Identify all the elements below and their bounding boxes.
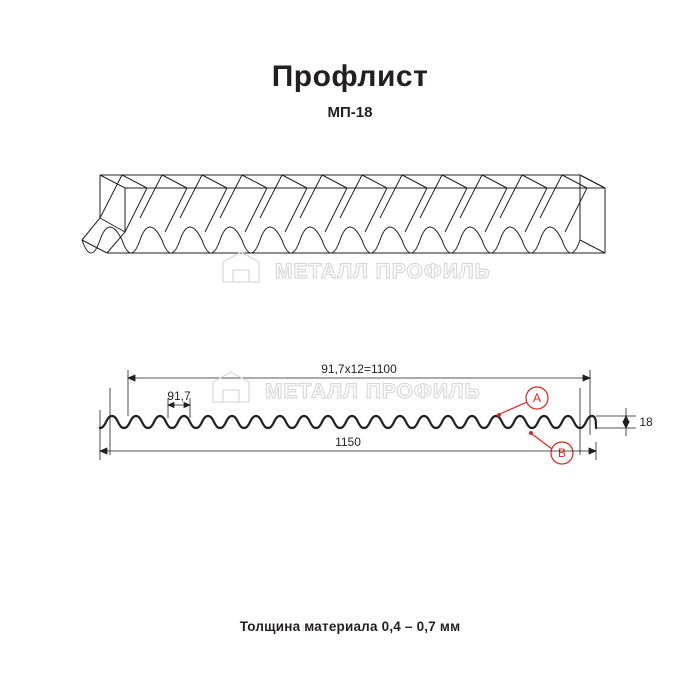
profile-section-line — [100, 416, 596, 428]
dim-pitch: 91,7 — [167, 389, 191, 403]
callout-a-label: A — [532, 391, 542, 405]
section-view — [80, 350, 660, 490]
callout-b-label: B — [557, 446, 567, 460]
product-code: МП-18 — [327, 104, 373, 121]
isometric-view — [60, 140, 650, 290]
dim-height: 18 — [639, 415, 653, 429]
dim-overall: 1150 — [335, 435, 361, 449]
svg-text:МЕТАЛЛ ПРОФИЛЬ: МЕТАЛЛ ПРОФИЛЬ — [275, 260, 491, 283]
page-title: Профлист — [271, 60, 429, 93]
material-thickness-note: Толщина материала 0,4 – 0,7 мм — [239, 619, 461, 634]
dim-total-top: 91,7х12=1100 — [321, 362, 397, 376]
svg-text:МЕТАЛЛ ПРОФИЛЬ: МЕТАЛЛ ПРОФИЛЬ — [265, 380, 481, 403]
